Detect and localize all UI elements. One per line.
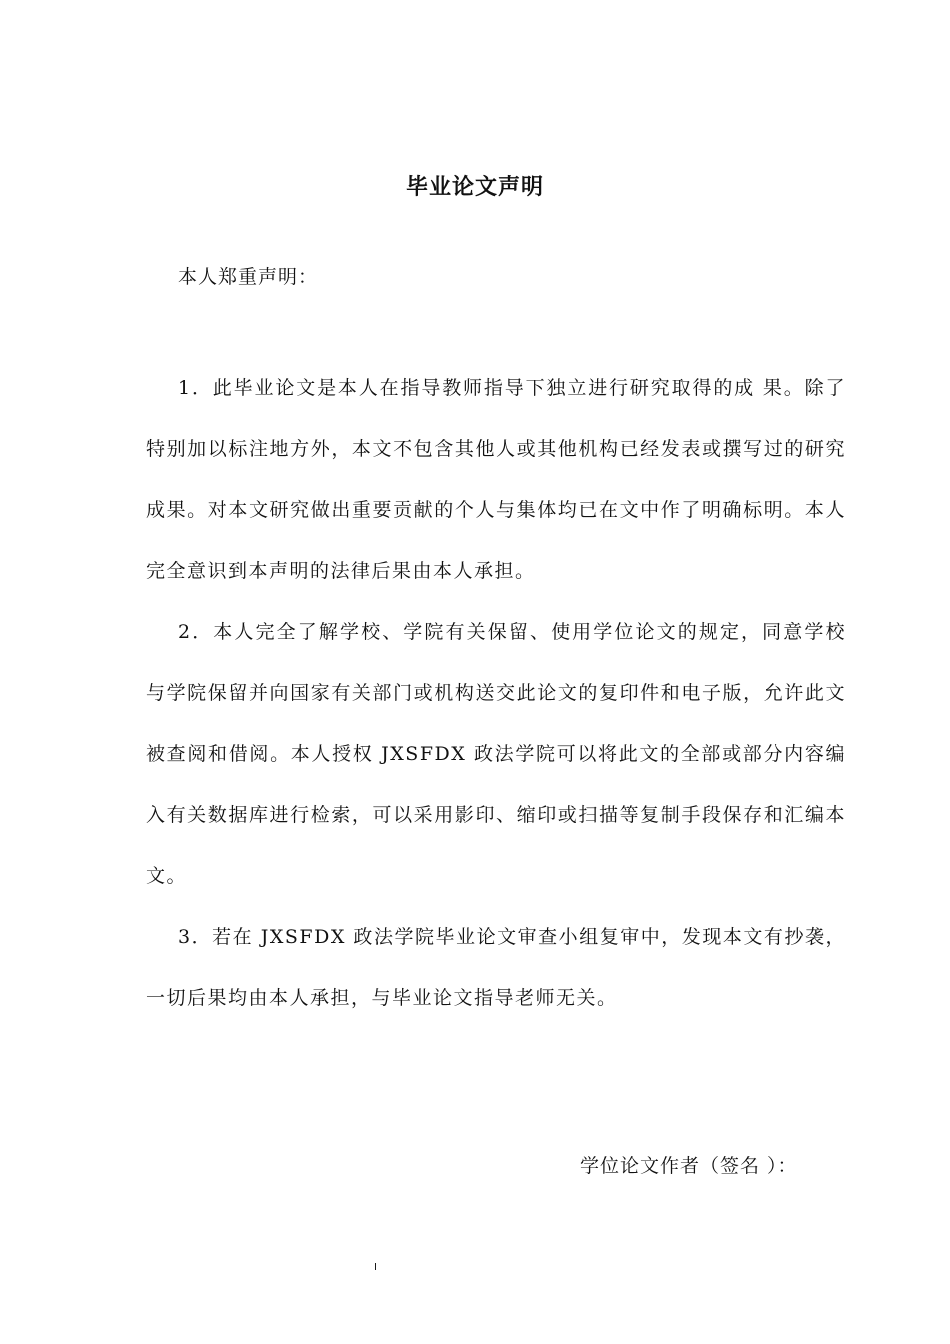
signature-line: 学位论文作者（签名 ）： xyxy=(580,1155,798,1177)
paragraph-text: 3．若在 JXSFDX 政法学院毕业论文审查小组复审中，发现本文有抄袭，一切后果均由本人承担，与毕业论文指导老师无关。 xyxy=(146,926,846,1009)
declaration-paragraph-1 xyxy=(146,358,846,602)
intro-statement: 本人郑重声明： xyxy=(178,266,319,288)
paragraph-text: 2．本人完全了解学校、学院有关保留、使用学位论文的规定，同意学校与学院保留并向国家有关部门或机构送交此论文的复印件和电子版，允许此文被查阅和借阅。本人授权 JXSFDX 政法学院可以将此文的全部或部分内容编入有关数据库进行检索，可以采用影印、缩印或扫描等复制手段保存和汇编本文。 xyxy=(146,621,846,887)
paragraph-text: 1．此毕业论文是本人在指导教师指导下独立进行研究取得的成 果。除了特别加以标注地方外，本文不包含其他人或其他机构已经发表或撰写过的研究成果。对本文研究做出重要贡献的个人与集体均已在文中作了明确标明。本人完全意识到本声明的法律后果由本人承担。 xyxy=(146,377,846,582)
page-number: I xyxy=(374,1262,377,1273)
declaration-paragraph-3 xyxy=(146,907,846,1029)
declaration-paragraph-2 xyxy=(146,602,846,907)
page-title: 毕业论文声明 xyxy=(405,175,544,200)
